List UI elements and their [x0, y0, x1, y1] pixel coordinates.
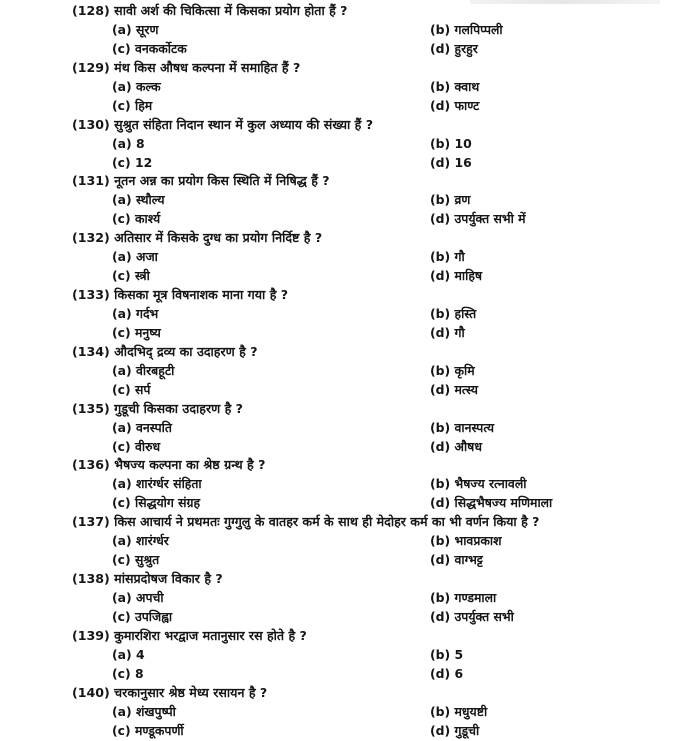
question-text: (130) सुश्रुत संहिता निदान स्थान में कुल अध्याय की संख्या हैं ? [72, 116, 374, 132]
option-d: (d) हुरहुर [430, 41, 478, 56]
option-a: (a) सूरण [112, 22, 159, 37]
option-b: (b) क्वाथ [430, 78, 480, 94]
question-text: (132) अतिसार में किसके दुग्ध का प्रयोग निर्दिष्ट है ? [72, 230, 323, 246]
option-c: (c) हिम [112, 97, 153, 113]
option-d: (d) गौ [430, 324, 465, 340]
option-c: (c) कार्श्य [112, 211, 161, 227]
option-d: (d) फाण्ट [430, 97, 480, 113]
option-c: (c) वनकर्कोटक [112, 41, 187, 56]
option-c: (c) मण्डूकपर्णी [112, 722, 184, 738]
option-d: (d) उपर्युक्त सभी में [430, 211, 526, 227]
question-text: (128) सावी अर्श की चिकित्सा में किसका प्रयोग होता हैं ? [72, 3, 348, 18]
question-text: (138) मांसप्रदोषज विकार है ? [72, 570, 223, 586]
question-item [0, 228, 680, 285]
option-d: (d) मत्स्य [430, 381, 478, 397]
option-b: (b) व्रण [430, 192, 471, 208]
option-d: (d) 16 [430, 154, 472, 170]
option-c: (c) 8 [112, 665, 144, 681]
question-text: (137) किस आचार्य ने प्रथमतः गुग्गुलु के वातहर कर्म के साथ ही मेदोहर कर्म का भी वर्णन किया है ? [72, 514, 540, 530]
question-item [0, 569, 680, 626]
option-a: (a) शारंर्ग्धर [112, 533, 169, 549]
option-d: (d) वाग्भट्ट [430, 552, 483, 568]
question-text: (131) नूतन अन्न का प्रयोग किस स्थिति में निषिद्ध हैं ? [72, 173, 330, 189]
option-d: (d) उपर्युक्त सभी [430, 608, 514, 624]
option-d: (d) सिद्धभैषज्य मणिमाला [430, 495, 553, 511]
question-item [0, 342, 680, 399]
option-c: (c) स्त्री [112, 268, 150, 284]
option-c: (c) वीरुध [112, 438, 161, 454]
option-b: (b) गलपिप्पली [430, 22, 503, 37]
question-item [0, 399, 680, 456]
option-b: (b) वानस्पत्य [430, 419, 495, 435]
option-b: (b) कृमि [430, 362, 475, 378]
question-text: (140) चरकानुसार श्रेष्ठ मेध्य रसायन है ? [72, 684, 268, 700]
option-d: (d) माहिष [430, 268, 483, 284]
option-c: (c) सिद्धयोग संग्रह [112, 495, 201, 511]
question-item [0, 626, 680, 683]
option-a: (a) स्थौल्य [112, 192, 165, 208]
option-b: (b) गण्डमाला [430, 589, 497, 605]
option-b: (b) भैषज्य रत्नावली [430, 476, 527, 492]
option-a: (a) शंखपुष्पी [112, 703, 176, 719]
option-a: (a) 4 [112, 646, 145, 662]
question-item [0, 58, 680, 115]
option-a: (a) शारंर्ग्धर संहिता [112, 476, 202, 492]
option-d: (d) औषध [430, 438, 482, 454]
option-a: (a) गर्दभ [112, 305, 159, 321]
question-item [0, 683, 680, 740]
option-a: (a) अपची [112, 589, 164, 605]
question-item [0, 512, 680, 569]
option-b: (b) 10 [430, 135, 472, 151]
question-item [0, 171, 680, 228]
option-c: (c) 12 [112, 154, 153, 170]
question-text: (134) औदभिद् द्रव्य का उदाहरण है ? [72, 343, 258, 359]
option-b: (b) मधुयष्टी [430, 703, 488, 719]
option-c: (c) सुश्रुत [112, 552, 160, 568]
question-item [0, 115, 680, 172]
question-text: (136) भैषज्य कल्पना का श्रेष्ठ ग्रन्थ है ? [72, 457, 266, 473]
option-c: (c) उपजिह्वा [112, 608, 173, 624]
option-a: (a) कल्क [112, 78, 161, 94]
option-b: (b) हस्ति [430, 305, 477, 321]
option-d: (d) 6 [430, 665, 464, 681]
question-item [0, 285, 680, 342]
option-a: (a) वीरबहूटी [112, 362, 175, 378]
option-c: (c) मनुष्य [112, 324, 161, 340]
option-c: (c) सर्प [112, 381, 151, 397]
option-b: (b) 5 [430, 646, 464, 662]
question-item [0, 455, 680, 512]
option-a: (a) 8 [112, 135, 145, 151]
option-d: (d) गुडूची [430, 722, 480, 738]
question-text: (139) कुमारशिरा भरद्वाज मतानुसार रस होते है ? [72, 627, 307, 643]
question-text: (135) गुडूची किसका उदाहरण है ? [72, 400, 243, 416]
question-text: (133) किसका मूत्र विषनाशक माना गया है ? [72, 286, 289, 302]
question-text: (129) मंथ किस औषध कल्पना में समाहित हैं ? [72, 59, 301, 75]
question-item [0, 1, 680, 58]
question-list [0, 1, 680, 739]
option-a: (a) अजा [112, 249, 158, 265]
option-a: (a) वनस्पति [112, 419, 172, 435]
option-b: (b) गौ [430, 249, 465, 265]
option-b: (b) भावप्रकाश [430, 533, 502, 549]
